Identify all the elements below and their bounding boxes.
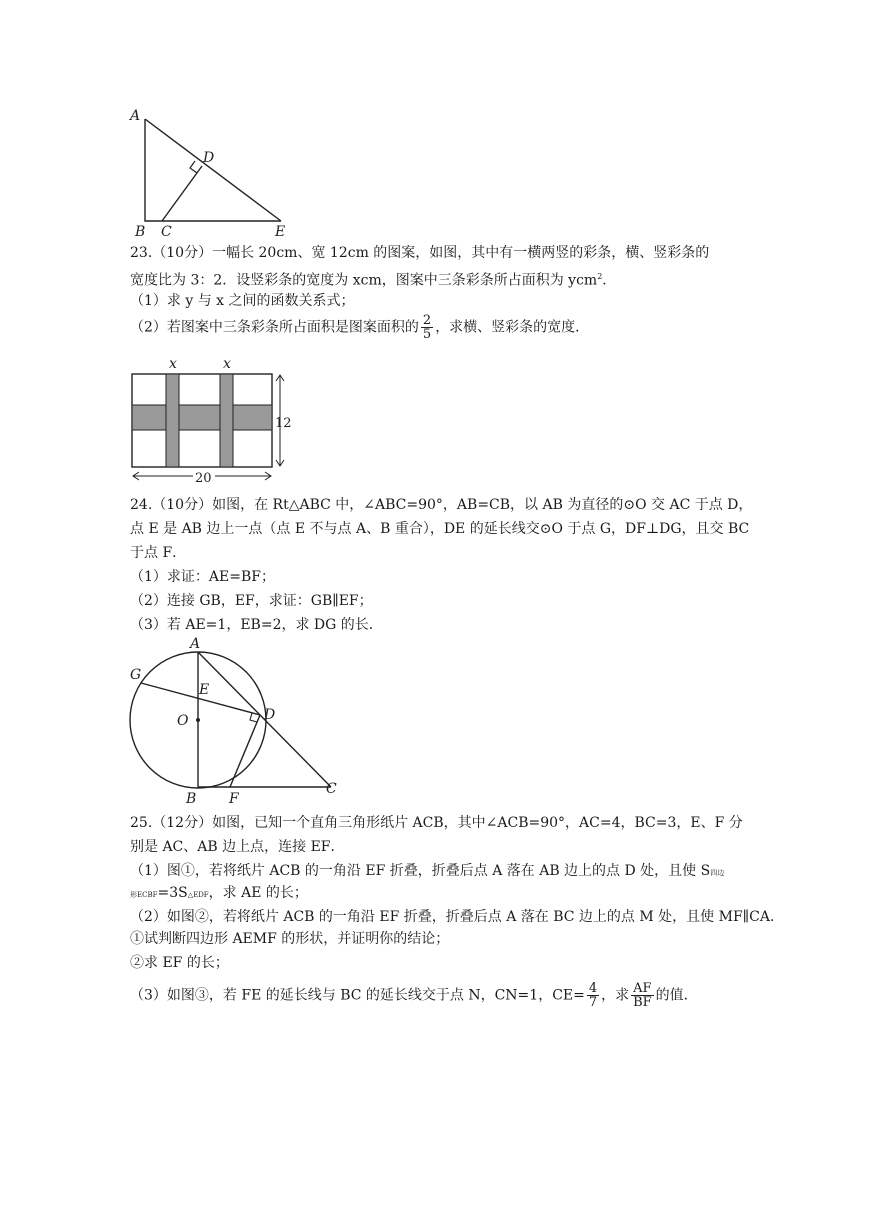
- q25-sub1: （1）图①，若将纸片 ACB 的一角沿 EF 折叠，折叠后点 A 落在 AB 边上的点 D 处，且使 S四边: [130, 863, 725, 879]
- label-E: E: [199, 682, 210, 698]
- q23-sub2: （2）若图案中三条彩条所占面积是图案面积的 $\frac{2}{5}$ ，求横、竖彩条的宽度．: [130, 313, 590, 342]
- circle-figure: [120, 633, 350, 808]
- label-D: D: [264, 707, 276, 723]
- q25-sub2b: ②求 EF 的长；: [130, 955, 229, 971]
- label-x-left: x: [169, 356, 177, 372]
- q25-sub2a: ①试判断四边形 AEMF 的形状，并证明你的结论；: [130, 931, 450, 947]
- q25-sub3: （3）如图③，若 FE 的延长线与 BC 的延长线交于点 N，CN=1，CE= $\frac{4}{7}$ ，求 $\frac{AF}{BF}$ 的值．: [130, 981, 698, 1010]
- triangle-figure: [125, 105, 295, 240]
- fraction-2-5: $\frac{2}{5}$: [422, 313, 432, 342]
- label-O: O: [177, 713, 189, 729]
- q25-sub1-cont: 形ECBF=3S△EDF，求 AE 的长；: [130, 885, 308, 901]
- q24-sub2: （2）连接 GB，EF，求证：GB∥EF；: [130, 593, 373, 609]
- label-A: A: [190, 636, 201, 652]
- q23-sub1: （1）求 y 与 x 之间的函数关系式；: [130, 293, 355, 309]
- q25-sub2: （2）如图②，若将纸片 ACB 的一角沿 EF 折叠，折叠后点 A 落在 BC 边上的点 M 处，且使 MF∥CA．: [130, 909, 784, 925]
- label-height: 12: [275, 416, 292, 431]
- q24-sub1: （1）求证：AE=BF；: [130, 569, 275, 585]
- q24-line2: 点 E 是 AB 边上一点（点 E 不与点 A、B 重合），DE 的延长线交⊙O 于点 G，DF⊥DG，且交 BC: [130, 521, 750, 537]
- label-F: F: [229, 791, 239, 807]
- q25-line2: 别是 AC、AB 边上点，连接 EF．: [130, 839, 345, 855]
- label-B: B: [135, 224, 146, 240]
- label-A: A: [130, 108, 141, 124]
- label-E: E: [275, 224, 286, 240]
- label-D: D: [203, 150, 215, 166]
- label-G: G: [130, 667, 142, 683]
- q24-line1: 24.（10分）如图，在 Rt△ABC 中，∠ABC=90°，AB=CB，以 AB 为直径的⊙O 交 AC 于点 D，: [130, 497, 753, 513]
- label-C: C: [326, 781, 337, 797]
- q24-sub3: （3）若 AE=1，EB=2，求 DG 的长．: [130, 617, 383, 633]
- stripe-pattern-figure: [125, 355, 300, 490]
- fraction-4-7: $\frac{4}{7}$: [588, 981, 598, 1010]
- q23-line1: 23.（10分）一幅长 20cm、宽 12cm 的图案，如图，其中有一横两竖的彩条，横、竖彩条的: [130, 245, 710, 261]
- q25-line1: 25.（12分）如图，已知一个直角三角形纸片 ACB，其中∠ACB=90°，AC=4，BC=3，E、F 分: [130, 815, 743, 831]
- q23-line2: 宽度比为 3：2．设竖彩条的宽度为 xcm，图案中三条彩条所占面积为 ycm$^2$．: [130, 272, 617, 289]
- label-x-right: x: [223, 356, 231, 372]
- q24-line3: 于点 F．: [130, 545, 187, 561]
- label-width: 20: [195, 471, 212, 486]
- fraction-AF-BF: $\frac{AF}{BF}$: [633, 981, 652, 1010]
- label-C: C: [161, 224, 172, 240]
- label-B: B: [186, 791, 197, 807]
